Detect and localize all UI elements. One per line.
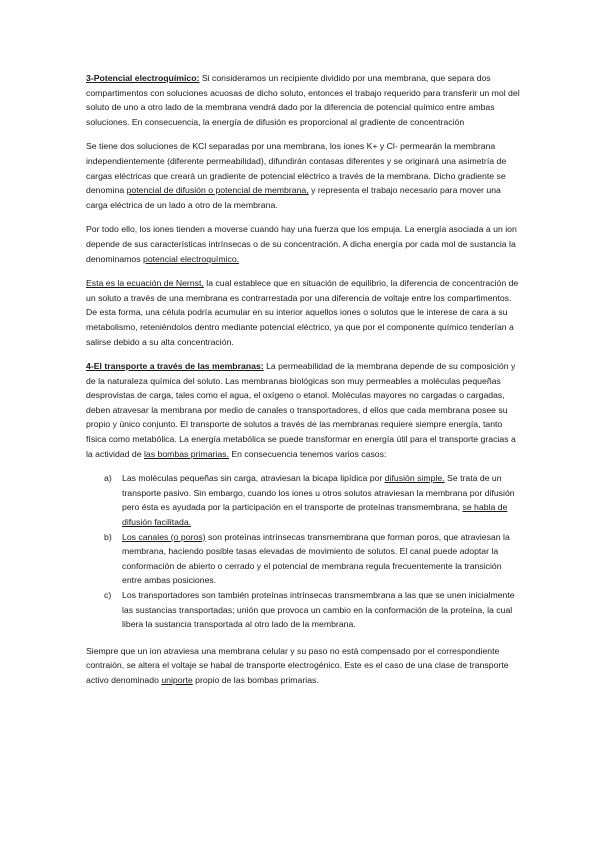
list-marker: c) — [104, 590, 112, 600]
paragraph-electrogenico — [86, 644, 521, 688]
underlined-term: potencial electroquímico. — [142, 253, 240, 264]
paragraph-energia-ion — [86, 222, 521, 266]
paragraph-transporte — [86, 359, 521, 461]
paragraph-text: propio de las bombas primarias. — [192, 674, 319, 685]
paragraph-text: la cual establece que en situación de equilibrio, la diferencia de concentración de un soluto a través de una membrana es contrarrestada por una diferencia de voltaje entre los compartimentos. De esta forma, una célula podría acumular en su interior aquellos iones o solutos que le interese de cara a su metabolismo, reteniéndolos dentro mediante potencial eléctrico, ya que por el componente químico tenderían a salirse debido a su alta concentración. — [86, 278, 519, 347]
paragraph-text: Siempre que un ion atraviesa una membrana celular y su paso no está compensado por el correspondiente contraión, se altera el voltaje se habal de transporte electrogénico. Este es el caso de una clase de transporte activo denominado — [86, 645, 509, 685]
underlined-term: las bombas primarias. — [143, 448, 229, 459]
underlined-term: Esta es la ecuación de Nernst, — [86, 278, 204, 289]
underlined-term: uniporte — [161, 674, 193, 685]
underlined-term: difusión simple. — [384, 473, 445, 484]
section-3-heading: 3-Potencial electroquímico: — [86, 73, 200, 83]
list-text: son proteínas intrínsecas transmembrana que forman poros, que atraviesan la membrana, haciendo posible tasas elevadas de movimiento de solutos. El canal puede adoptar la conformación de abierto o cerrado y el potencial de membrana regula frecuentemente la transición entre ambas posiciones. — [122, 531, 510, 586]
paragraph-kcl — [86, 139, 521, 212]
paragraph-text: y representa el trabajo necesario para mover una carga eléctrica de un lado a otro de la membrana. — [86, 185, 501, 210]
list-text: Se trata de un transporte pasivo. Sin embargo, cuando los iones u otros solutos atraviesan la membrana por difusión pero ésta es ayudada por la participación en el transporte de proteínas transmembrana, — [122, 473, 515, 513]
paragraph-text: Si consideramos un recipiente dividido por una membrana, que separa dos compartimentos con soluciones acuosas de dicho soluto, entonces el trabajo requerido para transferir un mol del soluto de uno a otro lado de la membrana vendrá dado por la diferencia de potencial químico entre ambas soluciones. En consecuencia, la energía de difusión es proporcional al gradiente de concentración — [86, 73, 520, 127]
underlined-term: Los canales (o poros) — [122, 531, 206, 542]
underlined-term: se habla de difusión facilitada. — [122, 502, 508, 528]
underlined-term: potencial de difusión o potencial de membrana, — [126, 185, 309, 196]
list-item — [86, 530, 521, 588]
cases-list — [86, 471, 521, 632]
paragraph-text: En consecuencia tenemos varios casos: — [228, 448, 387, 459]
section-4-heading: 4-El transporte a través de las membranas: — [86, 361, 264, 372]
list-item — [86, 588, 521, 632]
list-item — [86, 471, 521, 529]
list-marker: a) — [104, 473, 112, 484]
paragraph-text: Por todo ello, los iones tienden a moverse cuando hay una fuerza que los empuja. La energía asociada a un ion depende de sus características intrínsecas o de su concentración. A dicha energía por cada mol de sustancia la denominamos — [86, 224, 517, 264]
paragraph-text: La permeabilidad de la membrana depende de su composición y de la naturaleza química del soluto. Las membranas biológicas son muy permeables a moléculas pequeñas desprovistas de carga, tales como el agua, el oxígeno o etanol. Moléculas mayores no cargadas o cargadas, deben atravesar la membrana por medio de canales o transportadores, d ellos que cada membrana posee su propio y único conjunto. El transporte de solutos a través de las membranas requiere siempre energía, tanto física como metabólica. La energía metabólica se puede transformar en energía útil para el transporte gracias a la actividad de — [86, 361, 516, 459]
paragraph-nernst — [86, 276, 521, 349]
paragraph-text: Se tiene dos soluciones de KCl separadas por una membrana, los iones K+ y Cl- permearán la membrana independientemente (diferente permeabilidad), difundirán contasas diferentes y se originará una asimetría de cargas eléctricas que creará un gradiente de potencial eléctrico a través de la membrana. Dicho gradiente se denomina — [86, 141, 507, 196]
list-text: Los transportadores son también proteínas intrínsecas transmembrana a las que se unen inicialmente las sustancias transportadas; unión que provoca un cambio en la conformación de la proteína, la cual libera la sustancia transportada al otro lado de la membrana. — [122, 590, 515, 630]
list-text: Las moléculas pequeñas sin carga, atraviesan la bicapa lipídica por — [122, 473, 385, 484]
paragraph-potencial-electroquimico — [86, 71, 521, 129]
list-marker: b) — [104, 531, 112, 542]
